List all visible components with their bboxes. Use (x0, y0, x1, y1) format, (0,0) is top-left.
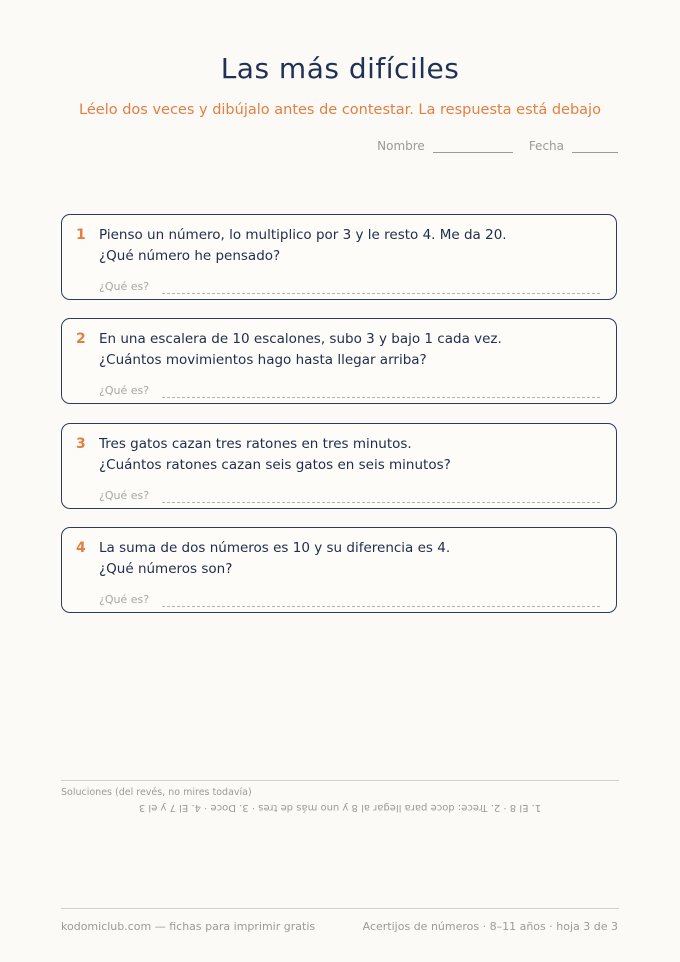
answer-label: ¿Qué es? (99, 593, 150, 606)
problem-number: 2 (76, 331, 86, 347)
page-subtitle: Léelo dos veces y dibújalo antes de contestar. La respuesta está debajo (79, 102, 601, 118)
problem-card (61, 527, 617, 613)
answer-line (162, 502, 600, 503)
problem-statement: Tres gatos cazan tres ratones en tres minutos. (99, 436, 412, 452)
problem-card (61, 318, 617, 404)
name-blank (433, 140, 513, 153)
answer-line (162, 606, 600, 607)
problem-number: 3 (76, 436, 86, 452)
problem-number: 4 (76, 540, 86, 556)
footer-site: kodomiclub.com — fichas para imprimir gratis (61, 920, 316, 933)
problem-card (61, 214, 617, 300)
footer-sheet-info: Acertijos de números · 8–11 años · hoja 3 de 3 (362, 920, 618, 933)
footer-divider (61, 908, 619, 909)
page-title: Las más difíciles (220, 52, 460, 85)
problem-number: 1 (76, 227, 86, 243)
name-date-row (377, 139, 618, 153)
solutions-upside-down-text: 1. El 8 · 2. Trece: doce para llegar al 8 y uno más de tres · 3. Doce · 4. El 7 y el 3 (138, 802, 542, 813)
problem-question: ¿Cuántos ratones cazan seis gatos en seis minutos? (99, 457, 451, 473)
name-label: Nombre (377, 139, 425, 153)
problem-statement: La suma de dos números es 10 y su diferencia es 4. (99, 540, 451, 556)
date-blank (572, 140, 618, 153)
problem-statement: Pienso un número, lo multiplico por 3 y le resto 4. Me da 20. (99, 227, 507, 243)
solutions-label: Soluciones (del revés, no mires todavía) (61, 787, 252, 798)
answer-line (162, 397, 600, 398)
answer-line (162, 293, 600, 294)
answer-label: ¿Qué es? (99, 384, 150, 397)
problem-card (61, 423, 617, 509)
answer-label: ¿Qué es? (99, 489, 150, 502)
problem-question: ¿Qué números son? (99, 561, 233, 577)
problem-question: ¿Qué número he pensado? (99, 248, 281, 264)
answer-label: ¿Qué es? (99, 280, 150, 293)
solutions-divider (61, 780, 619, 781)
problem-question: ¿Cuántos movimientos hago hasta llegar arriba? (99, 352, 427, 368)
problem-statement: En una escalera de 10 escalones, subo 3 y bajo 1 cada vez. (99, 331, 502, 347)
date-label: Fecha (528, 139, 564, 153)
